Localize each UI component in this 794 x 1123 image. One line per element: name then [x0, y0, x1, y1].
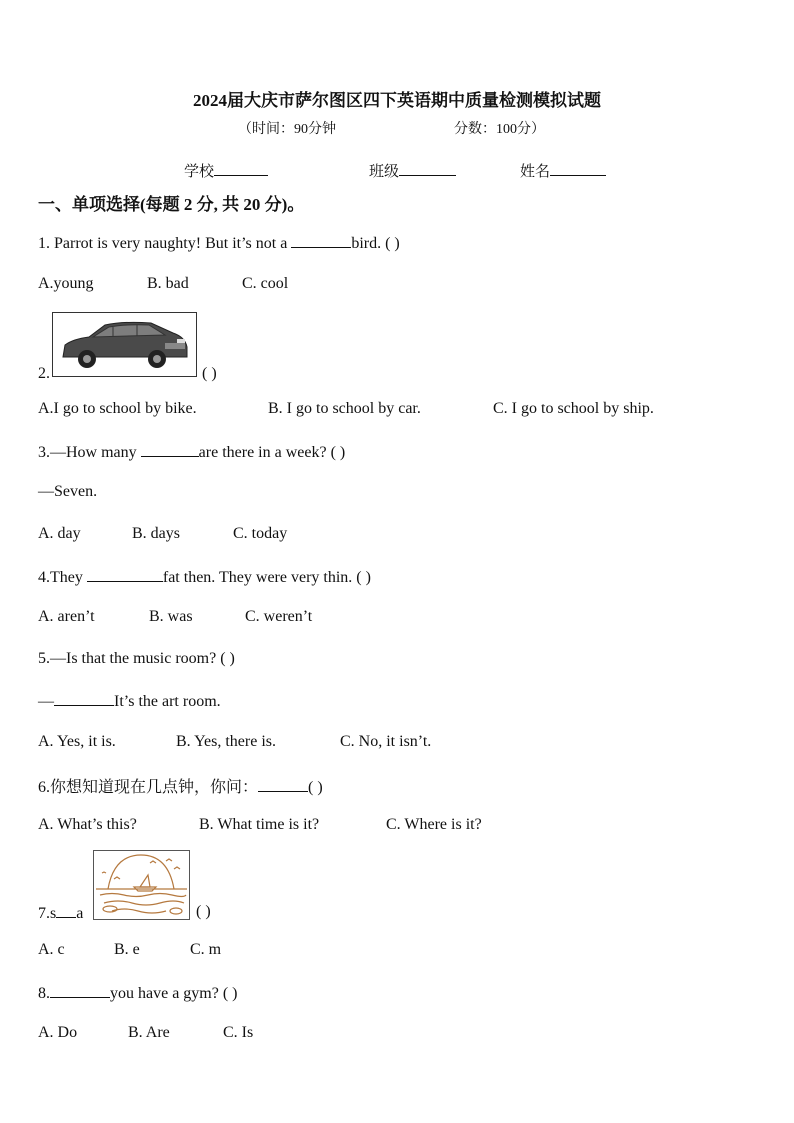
q1-text-a: 1. Parrot is very naughty! But it’s not a — [38, 235, 288, 252]
name-label: 姓名 — [520, 164, 551, 180]
question-6 — [38, 774, 323, 797]
q5-reply — [38, 691, 221, 711]
q8-blank[interactable] — [50, 983, 110, 998]
q5-option-c[interactable]: C. No, it isn’t. — [340, 733, 432, 750]
question-5: 5.—Is that the music room? ( ) — [38, 650, 235, 667]
q3-text-a: 3.—How many — [38, 444, 137, 461]
q3-blank[interactable] — [141, 442, 199, 457]
q4-option-a[interactable]: A. aren’t — [38, 608, 95, 625]
q4-text-a: 4.They — [38, 569, 83, 586]
q3-text-b: are there in a week? ( ) — [198, 444, 346, 461]
question-3 — [38, 442, 345, 462]
q2-option-b[interactable]: B. I go to school by car. — [268, 400, 421, 417]
q6-blank[interactable] — [258, 777, 308, 792]
q2-paren: ( ) — [202, 365, 217, 382]
sunset-sea-image — [93, 850, 190, 920]
q5-option-a[interactable]: A. Yes, it is. — [38, 733, 116, 750]
q4-blank[interactable] — [87, 567, 163, 582]
q4-option-c[interactable]: C. weren’t — [245, 608, 313, 625]
class-blank[interactable] — [399, 161, 456, 176]
q3-answer: —Seven. — [38, 483, 98, 500]
exam-score: 分数：100分） — [454, 122, 545, 137]
q5-text-c: It’s the art room. — [114, 693, 221, 710]
q2-option-a[interactable]: A.I go to school by bike. — [38, 400, 197, 417]
q6-text-b: ( ) — [308, 779, 323, 796]
q1-blank[interactable] — [291, 233, 351, 248]
q7-option-a[interactable]: A. c — [38, 941, 65, 958]
q7-text-a: 7.s — [38, 905, 57, 922]
q1-option-a[interactable]: A.young — [38, 275, 94, 292]
q5-option-b[interactable]: B. Yes, there is. — [176, 733, 277, 750]
q7-blank[interactable] — [56, 903, 76, 918]
q7-option-b[interactable]: B. e — [114, 941, 140, 958]
q6-option-b[interactable]: B. What time is it? — [199, 816, 320, 833]
question-4 — [38, 567, 371, 587]
q1-option-b[interactable]: B. bad — [147, 275, 189, 292]
q2-number: 2. — [38, 365, 50, 382]
q8-text-a: 8. — [38, 985, 50, 1002]
q5-dash: — — [38, 693, 54, 710]
q7-paren: ( ) — [196, 903, 211, 920]
school-label: 学校 — [184, 164, 215, 180]
question-8 — [38, 983, 238, 1003]
q5-blank[interactable] — [54, 691, 114, 706]
q8-text-b: you have a gym? ( ) — [110, 985, 238, 1002]
page-title: 2024届大庆市萨尔图区四下英语期中质量检测模拟试题 — [193, 91, 601, 110]
exam-time: （时间：90分钟 — [238, 122, 336, 137]
class-label: 班级 — [369, 164, 400, 180]
q4-text-b: fat then. They were very thin. ( ) — [162, 569, 371, 586]
q8-option-a[interactable]: A. Do — [38, 1024, 78, 1041]
q1-option-c[interactable]: C. cool — [242, 275, 289, 292]
school-field — [184, 160, 268, 181]
q7-option-c[interactable]: C. m — [190, 941, 222, 958]
q2-option-c[interactable]: C. I go to school by ship. — [493, 400, 654, 417]
q3-option-c[interactable]: C. today — [233, 525, 288, 542]
question-1 — [38, 233, 400, 253]
name-field — [520, 160, 606, 181]
name-blank[interactable] — [550, 161, 606, 176]
question-7 — [38, 903, 83, 923]
q8-option-b[interactable]: B. Are — [128, 1024, 170, 1041]
q6-option-a[interactable]: A. What’s this? — [38, 816, 137, 833]
section-heading: 一、单项选择(每题 2 分, 共 20 分)。 — [38, 195, 305, 214]
car-image — [52, 312, 197, 377]
q4-option-b[interactable]: B. was — [149, 608, 193, 625]
school-blank[interactable] — [214, 161, 268, 176]
q1-text-b: bird. ( ) — [351, 235, 400, 252]
q6-text-a: 6.你想知道现在几点钟，你问： — [38, 779, 259, 796]
q6-option-c[interactable]: C. Where is it? — [386, 816, 482, 833]
class-field — [369, 160, 456, 181]
q3-option-a[interactable]: A. day — [38, 525, 81, 542]
q8-option-c[interactable]: C. Is — [223, 1024, 254, 1041]
q3-option-b[interactable]: B. days — [132, 525, 180, 542]
q7-text-b: a — [76, 905, 84, 922]
